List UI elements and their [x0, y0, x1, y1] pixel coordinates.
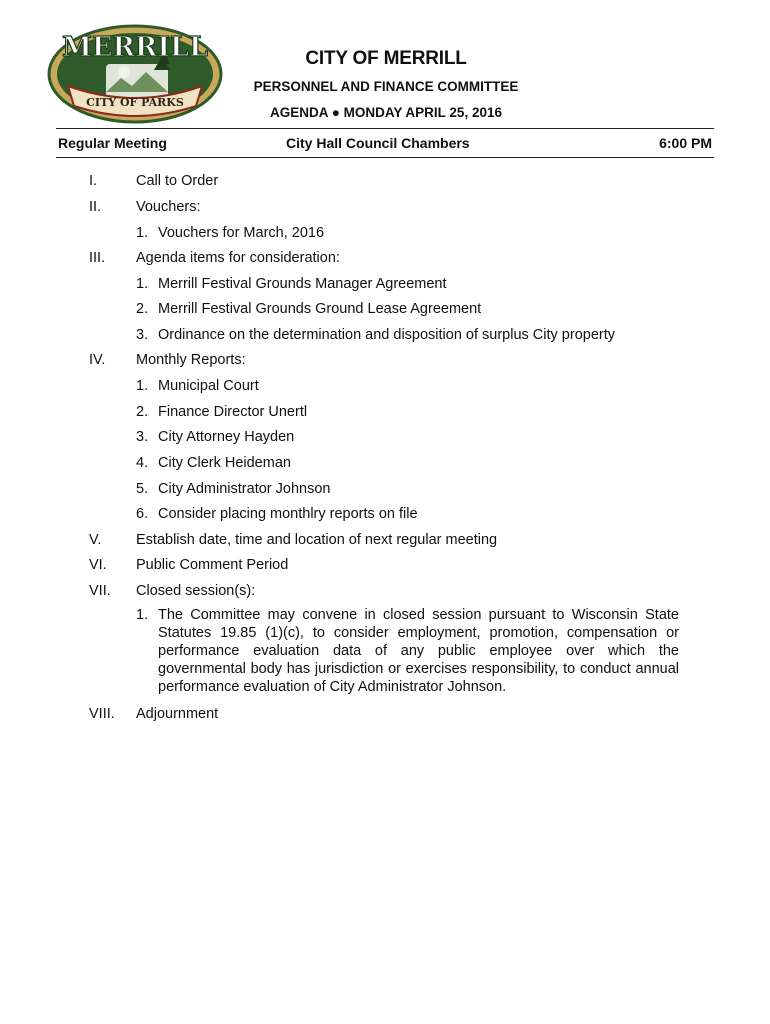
subitem-text: City Administrator Johnson — [158, 481, 331, 497]
agenda-numeral: VI. — [89, 557, 107, 573]
agenda-date-line: AGENDA ● MONDAY APRIL 25, 2016 — [270, 105, 502, 120]
subitem-number: 3. — [136, 429, 149, 445]
subitem-number: 3. — [136, 327, 149, 343]
agenda-numeral: II. — [89, 199, 102, 215]
agenda-numeral: VII. — [89, 583, 111, 599]
subitem-number: 1. — [136, 225, 149, 241]
agenda-numeral: I. — [89, 173, 98, 189]
subitem-number: 2. — [136, 301, 149, 317]
agenda-item-text: Closed session(s): — [136, 583, 256, 599]
agenda-item-text: Vouchers: — [136, 199, 201, 215]
logo-wordmark: MERRILL — [62, 32, 208, 63]
subitem-number: 1. — [136, 378, 149, 394]
agenda-item-text: Adjournment — [136, 706, 219, 722]
closed-session-number: 1. — [136, 607, 149, 623]
agenda-item-text: Monthly Reports: — [136, 352, 246, 368]
agenda-item-text: Call to Order — [136, 173, 219, 189]
agenda-numeral: III. — [89, 250, 106, 266]
subitem-text: Consider placing monthlry reports on file — [158, 506, 418, 522]
subitem-number: 6. — [136, 506, 149, 522]
subitem-text: City Clerk Heideman — [158, 455, 291, 471]
page-title: CITY OF MERRILL — [305, 48, 467, 69]
closed-session-text: The Committee may convene in closed session pursuant to Wisconsin State Statutes 19.85 (1)(c), to consider employment, promotion, compensation or performance evaluation data of any public employee over which the governmental body has jurisdiction or exercises responsibility, to conduct annual performance evaluation of City Administrator Johnson. — [158, 607, 679, 695]
agenda-numeral: V. — [89, 532, 102, 548]
subitem-text: Municipal Court — [158, 378, 259, 394]
meeting-location: City Hall Council Chambers — [286, 135, 470, 151]
city-logo — [46, 22, 224, 124]
committee-name: PERSONNEL AND FINANCE COMMITTEE — [253, 79, 519, 94]
meeting-time: 6:00 PM — [659, 135, 712, 151]
agenda-numeral: IV. — [89, 352, 106, 368]
agenda-numeral: VIII. — [89, 706, 115, 722]
subitem-number: 5. — [136, 481, 149, 497]
subitem-text: City Attorney Hayden — [158, 429, 295, 445]
meeting-info-bar — [56, 128, 714, 158]
subitem-text: Ordinance on the determination and disposition of surplus City property — [158, 327, 616, 343]
meeting-type: Regular Meeting — [58, 135, 167, 151]
subitem-number: 1. — [136, 276, 149, 292]
logo-banner-text: CITY OF PARKS — [86, 96, 184, 109]
subitem-text: Merrill Festival Grounds Manager Agreement — [158, 276, 447, 292]
agenda-item-text: Public Comment Period — [136, 557, 289, 573]
subitem-number: 2. — [136, 404, 149, 420]
subitem-text: Vouchers for March, 2016 — [158, 225, 325, 241]
agenda-item-text: Agenda items for consideration: — [136, 250, 340, 266]
agenda-item-text: Establish date, time and location of next regular meeting — [136, 532, 498, 548]
subitem-number: 4. — [136, 455, 149, 471]
subitem-text: Merrill Festival Grounds Ground Lease Agreement — [158, 301, 482, 317]
subitem-text: Finance Director Unertl — [158, 404, 308, 420]
